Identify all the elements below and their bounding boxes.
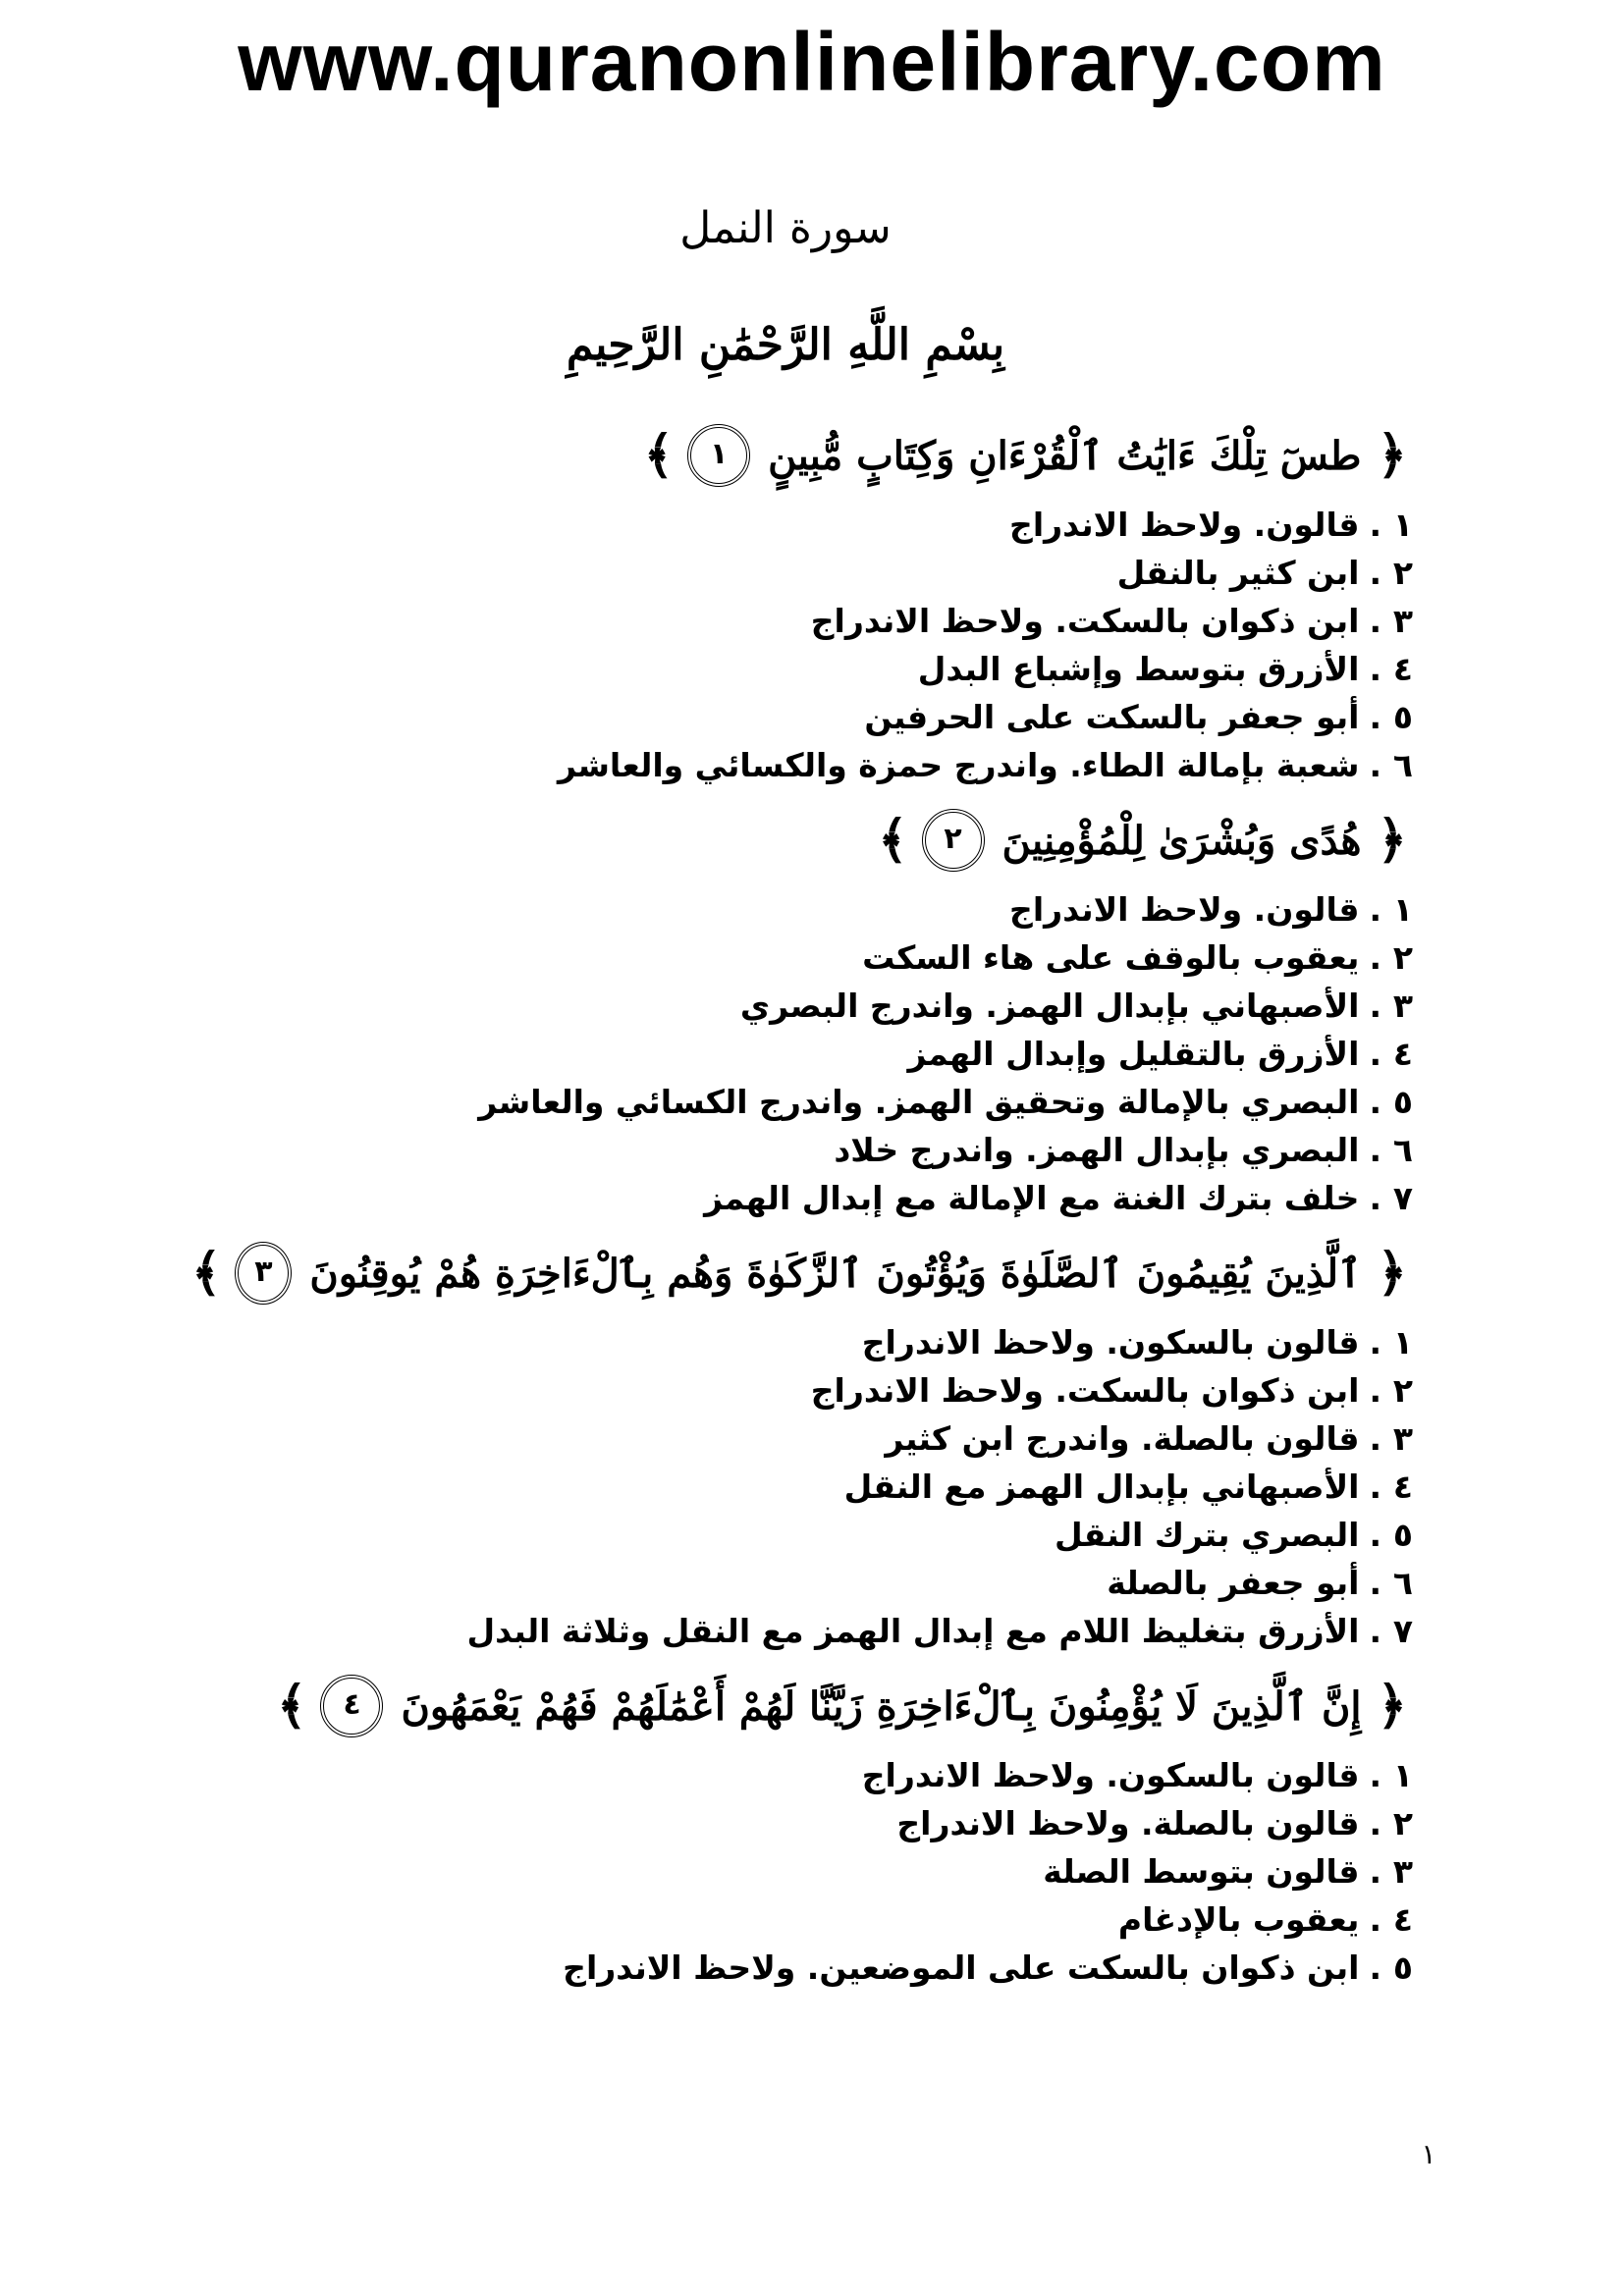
verse-block-3 bbox=[186, 1228, 1413, 1655]
reading-item: ٣.قالون بتوسط الصلة bbox=[186, 1847, 1413, 1896]
ornate-bracket-open-icon: ﴿ bbox=[1377, 810, 1407, 870]
ayah-text: إِنَّ ٱلَّذِينَ لَا يُؤْمِنُونَ بِٱلْءَاخِرَةِ زَيَّنَّا لَهُمْ أَعْمَٰلَهُمْ فَهُمْ يَعْمَهُونَ bbox=[401, 1682, 1362, 1730]
reading-item: ٣.ابن ذكوان بالسكت. ولاحظ الاندراج bbox=[186, 597, 1413, 645]
readings-list bbox=[186, 885, 1413, 1222]
surah-title: سورة النمل bbox=[679, 203, 892, 253]
reading-number: ٣ bbox=[1392, 1852, 1413, 1891]
reading-number: ٥ bbox=[1392, 1516, 1413, 1554]
verse-block-2 bbox=[186, 795, 1413, 1222]
reading-text: ابن ذكوان بالسكت. ولاحظ الاندراج bbox=[810, 1371, 1360, 1410]
ayah-text: ٱلَّذِينَ يُقِيمُونَ ٱلصَّلَوٰةَ وَيُؤْتُونَ ٱلزَّكَوٰةَ وَهُم بِٱلْءَاخِرَةِ هُمْ يُوقِنُونَ bbox=[309, 1250, 1362, 1297]
reading-number: ١ bbox=[1392, 1756, 1413, 1794]
reading-item: ٣.قالون بالصلة. واندرج ابن كثير bbox=[186, 1415, 1413, 1463]
page-number: ١ bbox=[1421, 2138, 1436, 2170]
reading-number: ٤ bbox=[1392, 1468, 1413, 1506]
reading-text: أبو جعفر بالصلة bbox=[1107, 1564, 1360, 1602]
reading-number: ٥ bbox=[1392, 1083, 1413, 1121]
ayah-number-medallion: ٤ bbox=[320, 1675, 383, 1737]
ornate-bracket-open-icon: ﴿ bbox=[1377, 425, 1407, 485]
reading-text: أبو جعفر بالسكت على الحرفين bbox=[864, 698, 1360, 736]
reading-number: ٣ bbox=[1392, 602, 1413, 640]
reading-item: ٢.يعقوب بالوقف على هاء السكت bbox=[186, 934, 1413, 982]
reading-number: ٣ bbox=[1392, 987, 1413, 1025]
ayah-line bbox=[186, 795, 1413, 885]
ornate-bracket-open-icon: ﴿ bbox=[1377, 1243, 1407, 1303]
ayah-line bbox=[186, 1228, 1413, 1318]
reading-item: ١.قالون. ولاحظ الاندراج bbox=[186, 501, 1413, 549]
ornate-bracket-close-icon: ﴾ bbox=[277, 1676, 307, 1735]
reading-text: الأزرق بتغليظ اللام مع إبدال الهمز مع النقل وثلاثة البدل bbox=[466, 1612, 1360, 1650]
ornate-bracket-close-icon: ﴾ bbox=[643, 425, 675, 485]
readings-list bbox=[186, 1318, 1413, 1655]
reading-text: قالون. ولاحظ الاندراج bbox=[1009, 890, 1360, 929]
verse-block-4 bbox=[186, 1661, 1413, 1992]
reading-text: الأصبهاني بإبدال الهمز. واندرج البصري bbox=[739, 987, 1360, 1025]
reading-text: قالون بالصلة. واندرج ابن كثير bbox=[885, 1419, 1360, 1458]
reading-number: ٤ bbox=[1392, 650, 1413, 688]
readings-list bbox=[186, 501, 1413, 789]
reading-text: قالون بالسكون. ولاحظ الاندراج bbox=[861, 1756, 1360, 1794]
readings-list bbox=[186, 1751, 1413, 1992]
reading-text: قالون بالسكون. ولاحظ الاندراج bbox=[861, 1323, 1360, 1362]
reading-text: يعقوب بالإدغام bbox=[1117, 1900, 1360, 1939]
reading-number: ٥ bbox=[1392, 1949, 1413, 1987]
reading-item: ٤.الأزرق بتوسط وإشباع البدل bbox=[186, 645, 1413, 693]
verse-block-1 bbox=[186, 410, 1413, 789]
reading-number: ١ bbox=[1392, 890, 1413, 929]
reading-text: الأصبهاني بإبدال الهمز مع النقل bbox=[843, 1468, 1360, 1506]
reading-item: ٦.شعبة بإمالة الطاء. واندرج حمزة والكسائي والعاشر bbox=[186, 741, 1413, 789]
ayah-line bbox=[186, 1661, 1413, 1751]
reading-number: ٧ bbox=[1392, 1179, 1413, 1217]
reading-text: ابن كثير بالنقل bbox=[1116, 554, 1360, 592]
reading-number: ٦ bbox=[1392, 1131, 1413, 1169]
reading-number: ٤ bbox=[1392, 1900, 1413, 1939]
ayah-number-medallion: ٣ bbox=[235, 1242, 292, 1305]
reading-number: ١ bbox=[1392, 506, 1413, 544]
ayah-text: هُدًى وَبُشْرَىٰ لِلْمُؤْمِنِينَ bbox=[1001, 817, 1362, 864]
ayah-text: طسٓ تِلْكَ ءَايَٰتُ ٱلْقُرْءَانِ وَكِتَابٍ مُّبِينٍ bbox=[768, 432, 1362, 479]
ornate-bracket-close-icon: ﴾ bbox=[878, 810, 908, 870]
reading-item: ٢.ابن كثير بالنقل bbox=[186, 549, 1413, 597]
reading-number: ٦ bbox=[1392, 1564, 1413, 1602]
reading-text: البصري بترك النقل bbox=[1054, 1516, 1360, 1554]
reading-text: قالون بالصلة. ولاحظ الاندراج bbox=[896, 1804, 1360, 1842]
reading-item: ٥.البصري بترك النقل bbox=[186, 1511, 1413, 1559]
reading-text: ابن ذكوان بالسكت. ولاحظ الاندراج bbox=[810, 602, 1360, 640]
reading-item: ١.قالون. ولاحظ الاندراج bbox=[186, 885, 1413, 934]
reading-text: الأزرق بالتقليل وإبدال الهمز bbox=[907, 1035, 1360, 1073]
reading-item: ٤.يعقوب بالإدغام bbox=[186, 1896, 1413, 1944]
reading-number: ٧ bbox=[1392, 1612, 1413, 1650]
reading-number: ٢ bbox=[1392, 554, 1413, 592]
verses-content bbox=[186, 410, 1413, 1998]
reading-item: ٦.البصري بإبدال الهمز. واندرج خلاد bbox=[186, 1126, 1413, 1174]
reading-number: ٥ bbox=[1392, 698, 1413, 736]
reading-number: ٢ bbox=[1392, 1804, 1413, 1842]
reading-text: قالون. ولاحظ الاندراج bbox=[1009, 506, 1360, 544]
reading-item: ٣.الأصبهاني بإبدال الهمز. واندرج البصري bbox=[186, 982, 1413, 1030]
reading-number: ٢ bbox=[1392, 938, 1413, 977]
reading-item: ٥.أبو جعفر بالسكت على الحرفين bbox=[186, 693, 1413, 741]
reading-item: ٧.خلف بترك الغنة مع الإمالة مع إبدال الهمز bbox=[186, 1174, 1413, 1222]
reading-item: ٤.الأصبهاني بإبدال الهمز مع النقل bbox=[186, 1463, 1413, 1511]
reading-number: ٦ bbox=[1392, 746, 1413, 784]
reading-number: ٢ bbox=[1392, 1371, 1413, 1410]
reading-text: الأزرق بتوسط وإشباع البدل bbox=[917, 650, 1360, 688]
reading-item: ٥.ابن ذكوان بالسكت على الموضعين. ولاحظ الاندراج bbox=[186, 1944, 1413, 1992]
reading-text: البصري بإبدال الهمز. واندرج خلاد bbox=[834, 1131, 1360, 1169]
reading-text: قالون بتوسط الصلة bbox=[1043, 1852, 1360, 1891]
reading-item: ٤.الأزرق بالتقليل وإبدال الهمز bbox=[186, 1030, 1413, 1078]
reading-item: ٦.أبو جعفر بالصلة bbox=[186, 1559, 1413, 1607]
reading-text: خلف بترك الغنة مع الإمالة مع إبدال الهمز bbox=[704, 1179, 1360, 1217]
reading-number: ٣ bbox=[1392, 1419, 1413, 1458]
ayah-number-medallion: ١ bbox=[687, 424, 750, 487]
basmala: بِسْمِ اللَّهِ الرَّحْمَٰنِ الرَّحِيمِ bbox=[566, 320, 1005, 370]
reading-text: يعقوب بالوقف على هاء السكت bbox=[862, 938, 1360, 977]
reading-item: ١.قالون بالسكون. ولاحظ الاندراج bbox=[186, 1318, 1413, 1366]
ornate-bracket-close-icon: ﴾ bbox=[191, 1243, 222, 1303]
ornate-bracket-open-icon: ﴿ bbox=[1377, 1676, 1407, 1735]
ayah-line bbox=[186, 410, 1413, 501]
reading-item: ٥.البصري بالإمالة وتحقيق الهمز. واندرج الكسائي والعاشر bbox=[186, 1078, 1413, 1126]
reading-number: ١ bbox=[1392, 1323, 1413, 1362]
reading-item: ٢.قالون بالصلة. ولاحظ الاندراج bbox=[186, 1799, 1413, 1847]
reading-number: ٤ bbox=[1392, 1035, 1413, 1073]
reading-item: ١.قالون بالسكون. ولاحظ الاندراج bbox=[186, 1751, 1413, 1799]
ayah-number-medallion: ٢ bbox=[922, 809, 985, 872]
reading-item: ٢.ابن ذكوان بالسكت. ولاحظ الاندراج bbox=[186, 1366, 1413, 1415]
reading-text: ابن ذكوان بالسكت على الموضعين. ولاحظ الاندراج bbox=[563, 1949, 1360, 1987]
reading-text: البصري بالإمالة وتحقيق الهمز. واندرج الكسائي والعاشر bbox=[478, 1083, 1360, 1121]
reading-text: شعبة بإمالة الطاء. واندرج حمزة والكسائي والعاشر bbox=[557, 746, 1360, 784]
site-url-header: www.quranonlinelibrary.com bbox=[238, 16, 1386, 108]
reading-item: ٧.الأزرق بتغليظ اللام مع إبدال الهمز مع النقل وثلاثة البدل bbox=[186, 1607, 1413, 1655]
